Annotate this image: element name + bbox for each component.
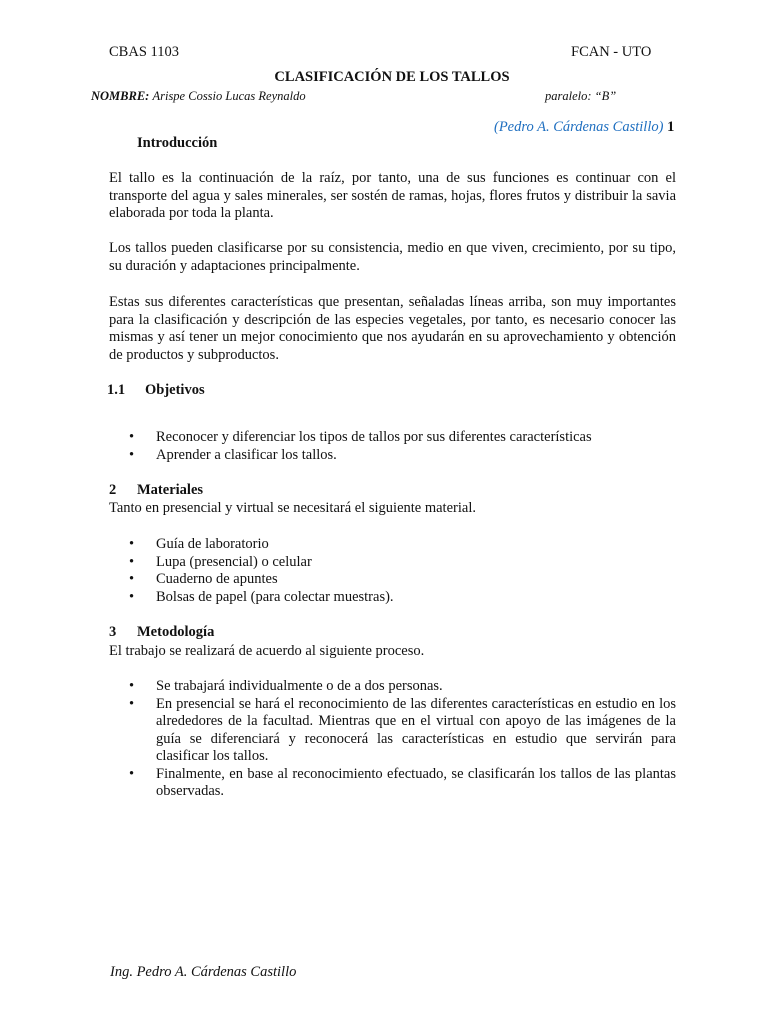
intro-heading: Introducción <box>137 135 218 151</box>
materials-list <box>109 536 676 606</box>
materials-title: Materiales <box>137 482 204 498</box>
student-name: Arispe Cossio Lucas Reynaldo <box>152 89 306 103</box>
bullet-icon: • <box>129 429 135 445</box>
materials-intro: Tanto en presencial y virtual se necesitará el siguiente material. <box>109 500 476 516</box>
list-item: • Lupa (presencial) o celular <box>129 553 312 570</box>
name-label: NOMBRE: <box>91 89 150 103</box>
list-item: • Cuaderno de apuntes <box>129 571 278 587</box>
footer-author: Ing. Pedro A. Cárdenas Castillo <box>110 964 297 980</box>
methodology-intro: El trabajo se realizará de acuerdo al siguiente proceso. <box>109 643 425 659</box>
author-ref-name: (Pedro A. Cárdenas Castillo) <box>494 119 664 135</box>
methodology-title: Metodología <box>137 624 215 640</box>
bullet-icon: • <box>129 553 135 570</box>
bullet-icon: • <box>129 588 135 605</box>
intro-paragraph-1: El tallo es la continuación de la raíz, por tanto, una de sus funciones es continuar con el transporte del agua y sales minerales, ser sostén de ramas, hojas, flores frutos y distribuir la savia elaborada por toda la planta. <box>109 170 676 221</box>
student-name-line <box>91 88 306 106</box>
list-item: • En presencial se hará el reconocimiento de las diferentes características en estudio en los alrededores de la facultad. Mientras que en el virtual con apoyo de las imágenes de la guía se diferenciará y reconocerá las características en estudio que servirán para clasificar los tallos. <box>129 695 676 764</box>
methodology-list <box>109 678 676 801</box>
objectives-title: Objetivos <box>145 382 205 398</box>
materials-heading <box>109 482 203 500</box>
intro-paragraph-3: Estas sus diferentes características que presentan, señaladas líneas arriba, son muy importantes para la clasificación y descripción de las especies vegetales, por tanto, es necesario conocer las mismas y así tener un mejor conocimiento que nos ayudarán en su aprovechamiento y obtención de productos y subproductos. <box>109 294 676 363</box>
methodology-number: 3 <box>109 624 117 640</box>
document-title: CLASIFICACIÓN DE LOS TALLOS <box>274 69 510 85</box>
bullet-icon: • <box>129 446 135 463</box>
methodology-heading <box>109 624 214 642</box>
intro-paragraph-2: Los tallos pueden clasificarse por su consistencia, medio en que viven, crecimiento, por su tipo, su duración y adaptaciones principalmente. <box>109 240 676 274</box>
list-item: • Finalmente, en base al reconocimiento efectuado, se clasificarán los tallos de las plantas observadas. <box>129 765 676 799</box>
list-item: • Reconocer y diferenciar los tipos de tallos por sus diferentes características <box>129 429 592 445</box>
institution: FCAN - UTO <box>571 44 652 60</box>
author-ref-number: 1 <box>667 119 675 135</box>
list-item: • Se trabajará individualmente o de a dos personas. <box>129 678 443 694</box>
course-code: CBAS 1103 <box>109 44 179 60</box>
bullet-icon: • <box>129 765 135 782</box>
section-label: paralelo: “B” <box>545 89 617 103</box>
list-item: • Aprender a clasificar los tallos. <box>129 446 337 463</box>
bullet-icon: • <box>129 536 135 552</box>
objectives-number: 1.1 <box>107 382 126 398</box>
objectives-list <box>109 429 676 464</box>
list-item: • Guía de laboratorio <box>129 536 269 552</box>
bullet-icon: • <box>129 695 135 712</box>
bullet-icon: • <box>129 571 135 587</box>
bullet-icon: • <box>129 678 135 694</box>
objectives-heading <box>107 382 205 400</box>
list-item: • Bolsas de papel (para colectar muestras). <box>129 588 394 605</box>
author-reference <box>494 119 674 137</box>
materials-number: 2 <box>109 482 117 498</box>
